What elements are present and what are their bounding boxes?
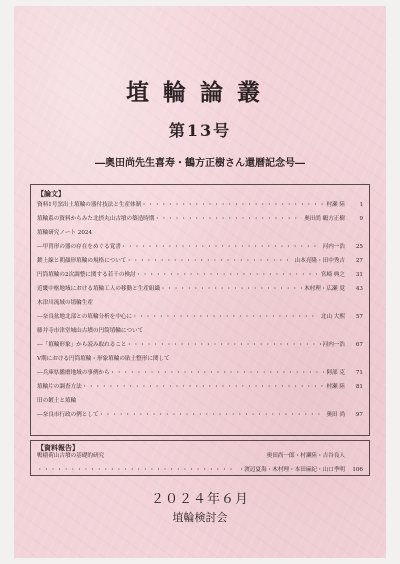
toc-heading: 【論文】 xyxy=(37,189,65,198)
entry-title: 資料1号窯出土埴輪の器付技法と生産体制 xyxy=(37,202,142,208)
entry-page xyxy=(345,354,363,364)
entry-author: 村瀬 陸 xyxy=(326,384,345,390)
entry-title: ―「埴輪形象」から読み取れること xyxy=(37,342,127,348)
entry-title: 埴輪片の調査方法 xyxy=(37,384,82,390)
cover xyxy=(14,6,386,558)
toc-entry xyxy=(37,242,363,252)
toc-entry xyxy=(37,354,363,364)
entry-author: 奥田 尚 xyxy=(326,412,345,418)
leader-dots xyxy=(110,368,325,378)
entry-title: 旧の鍍土と埴輪 xyxy=(37,398,77,404)
entry-page xyxy=(345,451,363,461)
entry-author: 河内一浩 xyxy=(322,244,345,250)
toc-entry xyxy=(37,200,363,210)
entry-title: 木津川流域の埴輪生産 xyxy=(37,300,93,306)
leader-dots xyxy=(104,451,265,461)
leader-dots xyxy=(136,270,319,280)
toc-entry xyxy=(37,256,363,266)
leader-dots xyxy=(154,214,302,224)
entry-author: ・渡辺夏海・木村理・本田麻紀・山口季明 xyxy=(238,467,345,473)
entry-page: 25 xyxy=(355,244,363,250)
entry-page: 9 xyxy=(359,216,363,222)
leader-dots xyxy=(92,228,343,238)
leader-dots xyxy=(93,298,343,308)
toc-entry xyxy=(37,312,363,322)
toc-entry xyxy=(37,382,363,392)
leader-dots xyxy=(127,340,321,350)
entry-page: 57 xyxy=(355,314,363,320)
leader-dots xyxy=(170,354,343,364)
entry-author: 阿部 克 xyxy=(326,370,345,376)
data-report-box xyxy=(30,440,370,476)
entry-title: ―奈良市行政の例として xyxy=(37,412,99,418)
entry-title: ―兵庫県播磨地域の事例から xyxy=(37,370,110,376)
toc-entry xyxy=(37,284,363,294)
toc-entry xyxy=(37,410,363,420)
entry-page: 97 xyxy=(355,412,363,418)
leader-dots xyxy=(160,284,302,294)
entry-author: 奥田尚 鶴方正樹 xyxy=(304,216,345,222)
entry-author: 村瀬 陸 xyxy=(326,202,345,208)
entry-title: 埴輪研究ノート 2024 xyxy=(37,230,93,236)
entry-title: ―奈良盆地北部との埴輪分析を中心に xyxy=(37,314,133,320)
toc-entry xyxy=(37,340,363,350)
leader-dots xyxy=(132,312,319,322)
toc-entry xyxy=(37,298,363,308)
toc-entry xyxy=(37,396,363,406)
entry-page: 1 xyxy=(359,202,363,208)
toc-entry xyxy=(37,214,363,224)
entry-title: 埴輪系の資料からみた北摂丸山古墳の築造時期 xyxy=(37,216,155,222)
entry-author: 北山 大熙 xyxy=(320,314,345,320)
entry-page xyxy=(345,228,363,238)
entry-title: 鍍上線と朝顔形埴輪の規格について xyxy=(37,258,127,264)
entry-page: 67 xyxy=(355,342,363,348)
entry-page: 27 xyxy=(355,258,363,264)
entry-page: 43 xyxy=(355,286,363,292)
toc-entry xyxy=(37,228,363,238)
entry-page xyxy=(345,396,363,406)
leader-dots xyxy=(76,396,343,406)
leader-dots xyxy=(99,410,325,420)
toc-entry xyxy=(37,368,363,378)
publication-date: ２０２４年６月 xyxy=(150,492,249,507)
entry-author: 河内一浩 xyxy=(322,342,345,348)
toc-entry xyxy=(37,270,363,280)
publisher: 埴輪検討会 xyxy=(172,511,228,524)
entry-title: V期における円筒埴輪・形象埴輪の貼土整形に関して xyxy=(37,356,170,362)
entry-page: 106 xyxy=(352,467,363,473)
data-heading: 【資料報告】 xyxy=(37,443,79,452)
leader-dots xyxy=(126,256,292,266)
toc-entry xyxy=(37,326,363,336)
entry-page xyxy=(345,326,363,336)
entry-page xyxy=(345,298,363,308)
subtitle: ―奥田尚先生喜寿・鶴方正樹さん還暦記念号― xyxy=(95,158,305,169)
entry-title: 藤井寺市津堂城山古墳の円筒埴輪について xyxy=(37,328,144,334)
entry-page: 71 xyxy=(355,370,363,376)
entry-title: ―甲冑形の器の存在をめぐる覚書 xyxy=(37,244,121,250)
leader-dots xyxy=(143,326,343,336)
entry-page: 81 xyxy=(355,384,363,390)
entry-author: 宮崎 典之 xyxy=(320,272,345,278)
entry-page: 31 xyxy=(355,272,363,278)
leader-dots xyxy=(121,242,321,252)
entry-author: 山本亮隆・田中秀吉 xyxy=(294,258,345,264)
leader-dots xyxy=(141,200,324,210)
leader-dots xyxy=(37,465,237,475)
leader-dots xyxy=(82,382,325,392)
entry-title: 鴨稲荷山古墳の基礎的研究 xyxy=(37,453,105,459)
entry-title: 円筒埴輪の2次調整に関する若干の検討 xyxy=(37,272,136,278)
entry-title: 近畿中枢地域における埴輪工人の移動と生産組織 xyxy=(37,286,161,292)
entry-author: 奥田尚一郎・村瀬陸・吉谷良人 xyxy=(266,453,345,459)
table-of-contents xyxy=(30,184,370,436)
toc-entry xyxy=(37,451,363,461)
entry-author: 木村理・広瀬 覚 xyxy=(304,286,345,292)
issue-number: 第13号 xyxy=(168,121,232,140)
journal-title: 埴輪論叢 xyxy=(126,79,274,106)
toc-entry xyxy=(37,465,363,475)
